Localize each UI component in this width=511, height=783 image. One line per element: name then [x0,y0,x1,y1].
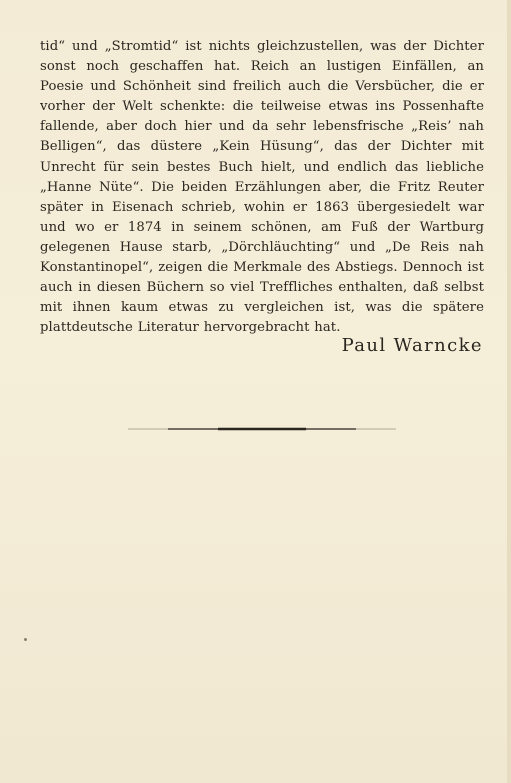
body-paragraph: tid“ und „Stromtid“ ist nichts gleichzustellen, was der Dichter sonst noch geschaffen hat. Reich an lustigen Einfällen, an Poesie und Schönheit sind freilich auch die Versbücher, die er vorher der Welt schenkte: die teilweise etwas ins Possenhafte fallende, aber doch hier und da sehr lebensfrische „Reis’ nah Belligen“, das düstere „Kein Hüsung“, das der Dichter mit Unrecht für sein bestes Buch hielt, und endlich das liebliche „Hanne Nüte“. Die beiden Erzählungen aber, die Fritz Reuter später in Eisenach schrieb, wohin er 1863 übergesiedelt war und wo er 1874 in seinem schönen, am Fuß der Wartburg gelegenen Hause starb, „Dörchläuchting“ und „De Reis nah Konstantinopel“, zeigen die Merkmale des Abstiegs. Dennoch ist auch in diesen Büchern so viel Treffliches enthalten, daß selbst mit ihnen kaum etwas zu vergleichen ist, was die spätere plattdeutsche Literatur hervorgebracht hat. [40,39,484,336]
author-signature: Paul Warncke [341,335,483,356]
page-edge [507,0,511,783]
paper-speck [24,638,27,641]
ornamental-rule [128,427,396,431]
